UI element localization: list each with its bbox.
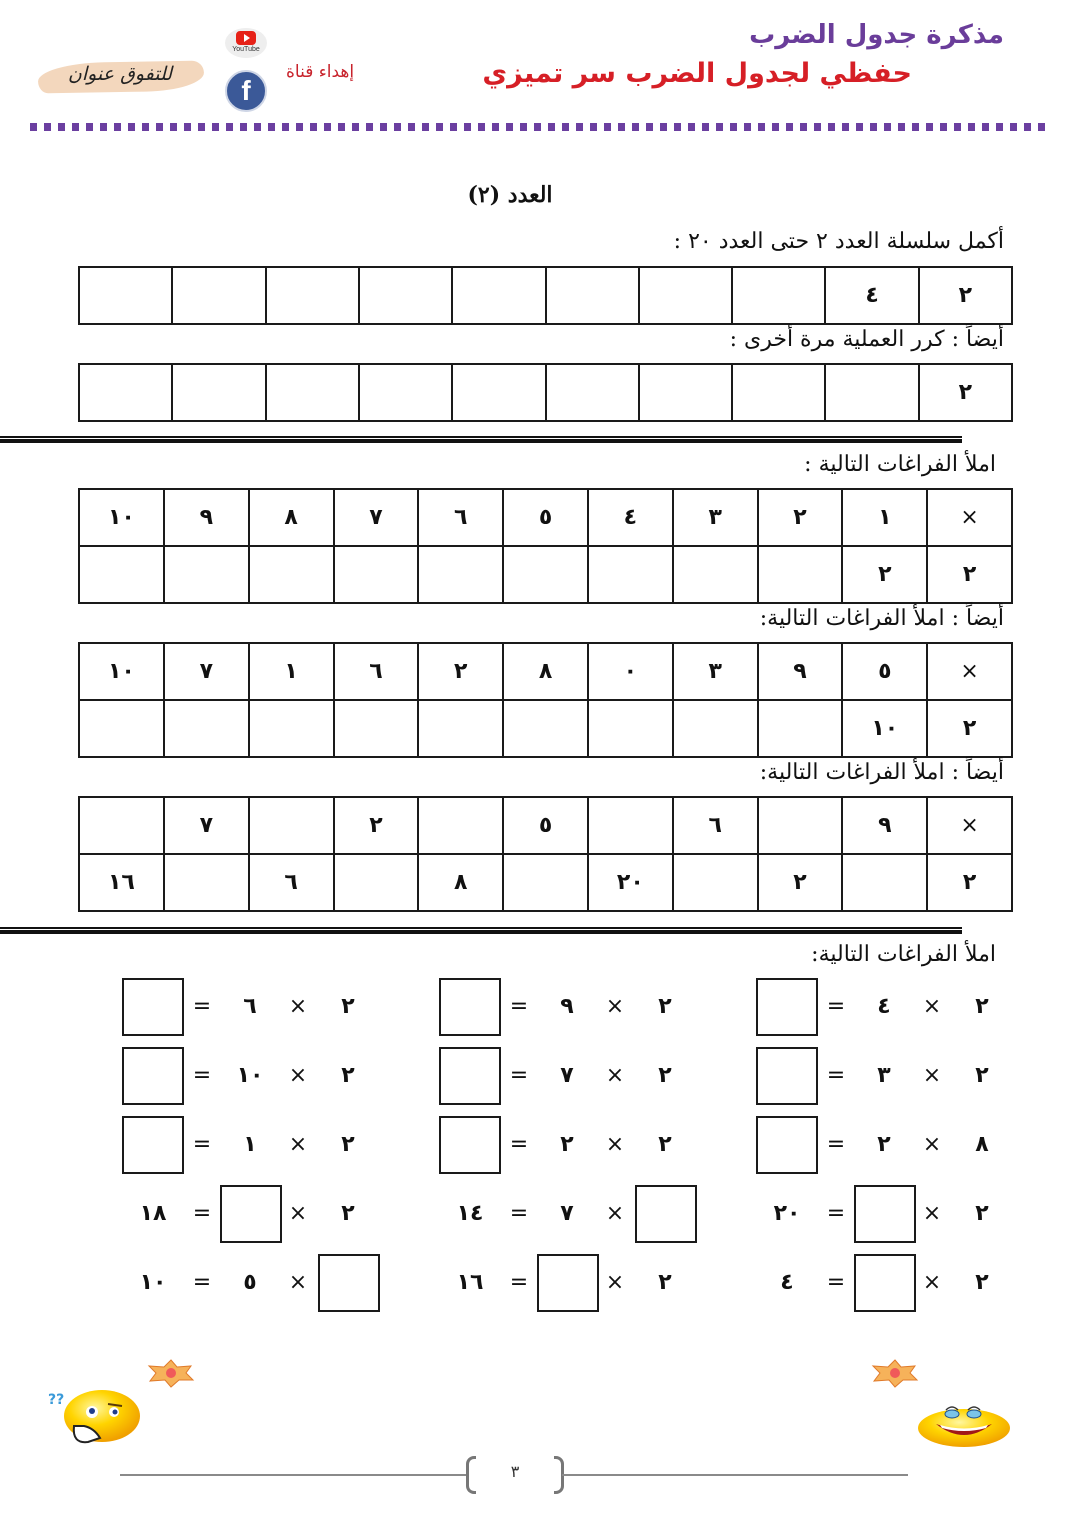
channel-name: للتفوق عنوان — [67, 63, 173, 85]
series-table-2 — [78, 363, 1013, 422]
facebook-icon[interactable]: f — [225, 70, 267, 112]
times-sign: × — [605, 1063, 625, 1088]
answer-box[interactable] — [439, 978, 501, 1036]
factor-cell: ٨ — [249, 489, 334, 546]
equation-column-1 — [752, 978, 1042, 1323]
operand-b: ٧ — [560, 1201, 574, 1226]
factor-cell[interactable] — [249, 797, 334, 854]
result-value: ٤ — [780, 1270, 794, 1295]
equation-row — [118, 1116, 408, 1185]
answer-box[interactable] — [756, 978, 818, 1036]
equation-row — [752, 1185, 1042, 1254]
operand-a: ٢ — [341, 1063, 355, 1088]
flower-icon — [870, 1358, 920, 1388]
factor-cell[interactable] — [79, 797, 164, 854]
equals-sign: = — [826, 1063, 846, 1088]
operand-b: ٢ — [560, 1132, 574, 1157]
answer-box[interactable] — [756, 1116, 818, 1174]
answer-cell[interactable] — [418, 546, 503, 603]
times-sign: × — [605, 1132, 625, 1157]
answer-box[interactable] — [756, 1047, 818, 1105]
thinking-smiley-icon — [44, 1386, 144, 1450]
factor-cell[interactable]: ٧ — [164, 797, 249, 854]
equation-row — [752, 1116, 1042, 1185]
answer-cell[interactable] — [334, 700, 419, 757]
operand-b: ٤ — [877, 994, 891, 1019]
equation-row — [752, 1254, 1042, 1323]
youtube-wordmark: YouTube — [232, 46, 260, 53]
answer-cell[interactable] — [79, 700, 164, 757]
dotted-divider — [30, 123, 1050, 131]
times-sign: × — [922, 994, 942, 1019]
series-cell[interactable]: ٢ — [919, 267, 1012, 324]
answer-box[interactable] — [122, 1116, 184, 1174]
series-instruction-1: أكمل سلسلة العدد ٢ حتى العدد ٢٠ : — [673, 229, 1004, 254]
factor-cell: ٧ — [334, 489, 419, 546]
factor-cell: ٢ — [758, 489, 843, 546]
answer-cell[interactable]: ٢٠ — [588, 854, 673, 911]
multiplier-cell: ٢ — [927, 546, 1012, 603]
factor-cell: ٦ — [334, 643, 419, 700]
operand-a: ٢ — [341, 994, 355, 1019]
answer-box[interactable] — [537, 1254, 599, 1312]
operand-a: ٢ — [658, 1132, 672, 1157]
equation-row — [752, 1047, 1042, 1116]
times-sign: × — [922, 1201, 942, 1226]
times-sign: × — [605, 1201, 625, 1226]
factor-cell: ١٠ — [79, 643, 164, 700]
factor-cell: ١ — [842, 489, 927, 546]
answer-cell[interactable]: ٨ — [418, 854, 503, 911]
play-icon — [244, 34, 250, 42]
factor-cell[interactable] — [758, 797, 843, 854]
section-divider — [0, 927, 962, 934]
answer-cell[interactable] — [418, 700, 503, 757]
footer-bracket-left — [466, 1456, 476, 1494]
factor-cell: ٩ — [758, 643, 843, 700]
factor-cell: ٦ — [418, 489, 503, 546]
factor-cell: ٤ — [588, 489, 673, 546]
flower-icon — [146, 1358, 196, 1388]
worksheet-title: مذكرة جدول الضرب — [749, 20, 1004, 50]
multiplication-table-3 — [78, 796, 1013, 912]
answer-cell[interactable] — [503, 700, 588, 757]
factor-cell: ١ — [249, 643, 334, 700]
answer-cell[interactable] — [673, 700, 758, 757]
footer-line-right — [562, 1474, 908, 1476]
answer-cell[interactable] — [758, 700, 843, 757]
series-cell[interactable] — [639, 267, 732, 324]
footer-line-left — [120, 1474, 468, 1476]
result-value: ١٨ — [139, 1201, 167, 1226]
equation-row — [752, 978, 1042, 1047]
answer-box[interactable] — [439, 1116, 501, 1174]
times-sign: × — [288, 1063, 308, 1088]
operand-a: ٢ — [975, 1063, 989, 1088]
equation-row — [118, 1254, 408, 1323]
operand-b: ٣ — [877, 1063, 891, 1088]
times-symbol: × — [927, 643, 1012, 700]
factor-cell: ٥ — [842, 643, 927, 700]
equation-row — [435, 1185, 725, 1254]
gift-label: إهداء قناة — [286, 62, 355, 82]
answer-box[interactable] — [854, 1254, 916, 1312]
equals-sign: = — [826, 1270, 846, 1295]
operand-a: ٢ — [975, 1201, 989, 1226]
equation-row — [435, 1116, 725, 1185]
answer-cell[interactable] — [334, 546, 419, 603]
operand-a: ٨ — [975, 1132, 989, 1157]
equation-column-2 — [435, 978, 725, 1323]
series-cell[interactable] — [452, 364, 545, 421]
times-sign: × — [288, 994, 308, 1019]
operand-b: ١٠ — [236, 1063, 264, 1088]
equation-row — [118, 978, 408, 1047]
answer-box[interactable] — [318, 1254, 380, 1312]
times-sign: × — [605, 994, 625, 1019]
equals-sign: = — [192, 1201, 212, 1226]
table-2-instruction: أيضاً : املأ الفراغات التالية: — [759, 606, 1004, 631]
answer-cell[interactable] — [673, 546, 758, 603]
factor-cell[interactable]: ٦ — [673, 797, 758, 854]
equals-sign: = — [192, 1132, 212, 1157]
equals-sign: = — [509, 1270, 529, 1295]
answer-cell[interactable] — [334, 854, 419, 911]
section-title: العدد (٢) — [467, 182, 553, 208]
equation-row — [118, 1047, 408, 1116]
operand-a: ٢ — [341, 1132, 355, 1157]
series-cell[interactable] — [732, 267, 825, 324]
operand-b: ٢ — [877, 1132, 891, 1157]
answer-cell[interactable] — [249, 546, 334, 603]
answer-cell[interactable] — [758, 546, 843, 603]
operand-a: ٢ — [658, 994, 672, 1019]
equals-sign: = — [509, 1201, 529, 1226]
answer-cell[interactable]: ٦ — [249, 854, 334, 911]
times-sign: × — [288, 1132, 308, 1157]
answer-cell[interactable] — [249, 700, 334, 757]
equations-instruction: املأ الفراغات التالية: — [811, 942, 996, 967]
answer-cell[interactable] — [588, 546, 673, 603]
equals-sign: = — [509, 1132, 529, 1157]
equals-sign: = — [826, 1132, 846, 1157]
times-sign: × — [288, 1201, 308, 1226]
series-cell[interactable] — [639, 364, 732, 421]
operand-a: ٢ — [975, 1270, 989, 1295]
series-instruction-2: أيضاً : كرر العملية مرة أخرى : — [729, 327, 1004, 352]
series-cell[interactable] — [825, 364, 918, 421]
equals-sign: = — [192, 1270, 212, 1295]
result-value: ١٦ — [456, 1270, 484, 1295]
result-value: ١٤ — [456, 1201, 484, 1226]
answer-cell[interactable] — [79, 546, 164, 603]
answer-cell[interactable]: ٢ — [758, 854, 843, 911]
series-cell[interactable] — [452, 267, 545, 324]
table-1-instruction: املأ الفراغات التالية : — [804, 452, 996, 477]
answer-box[interactable] — [854, 1185, 916, 1243]
section-divider — [0, 436, 962, 443]
operand-b: ٦ — [243, 994, 257, 1019]
equation-row — [435, 1047, 725, 1116]
answer-cell[interactable] — [842, 854, 927, 911]
series-cell[interactable] — [546, 267, 639, 324]
times-sign: × — [288, 1270, 308, 1295]
multiplication-table-1 — [78, 488, 1013, 604]
factor-cell: ٣ — [673, 643, 758, 700]
series-cell[interactable] — [79, 364, 172, 421]
multiplier-cell: ٢ — [927, 854, 1012, 911]
operand-b: ٥ — [243, 1270, 257, 1295]
series-cell[interactable] — [172, 364, 265, 421]
factor-cell: ٢ — [418, 643, 503, 700]
answer-box[interactable] — [220, 1185, 282, 1243]
operand-b: ٧ — [560, 1063, 574, 1088]
factor-cell: ٩ — [164, 489, 249, 546]
series-cell[interactable]: ٤ — [825, 267, 918, 324]
series-cell[interactable] — [79, 267, 172, 324]
answer-cell[interactable] — [164, 546, 249, 603]
answer-cell[interactable]: ١٠ — [842, 700, 927, 757]
table-3-instruction: أيضاً : املأ الفراغات التالية: — [759, 760, 1004, 785]
factor-cell[interactable] — [588, 797, 673, 854]
factor-cell: ٨ — [503, 643, 588, 700]
answer-cell[interactable] — [503, 546, 588, 603]
factor-cell: ٧ — [164, 643, 249, 700]
factor-cell[interactable]: ٥ — [503, 797, 588, 854]
times-sign: × — [922, 1063, 942, 1088]
answer-box[interactable] — [635, 1185, 697, 1243]
operand-a: ٢ — [658, 1063, 672, 1088]
answer-cell[interactable]: ١٦ — [79, 854, 164, 911]
equals-sign: = — [509, 994, 529, 1019]
factor-cell: ٥ — [503, 489, 588, 546]
multiplication-table-2 — [78, 642, 1013, 758]
answer-cell[interactable] — [164, 854, 249, 911]
result-value: ٢٠ — [773, 1201, 801, 1226]
answer-box[interactable] — [122, 978, 184, 1036]
answer-cell[interactable] — [503, 854, 588, 911]
series-cell[interactable] — [546, 364, 639, 421]
series-cell[interactable] — [732, 364, 825, 421]
svg-text:??: ?? — [48, 1392, 65, 1408]
result-value: ١٠ — [139, 1270, 167, 1295]
times-sign: × — [922, 1132, 942, 1157]
series-cell[interactable] — [359, 364, 452, 421]
operand-a: ٢ — [975, 994, 989, 1019]
equation-row — [435, 1254, 725, 1323]
series-cell[interactable] — [266, 364, 359, 421]
equals-sign: = — [192, 1063, 212, 1088]
series-cell[interactable] — [359, 267, 452, 324]
times-sign: × — [605, 1270, 625, 1295]
equals-sign: = — [826, 994, 846, 1019]
answer-cell[interactable] — [164, 700, 249, 757]
times-sign: × — [922, 1270, 942, 1295]
factor-cell: ٠ — [588, 643, 673, 700]
equals-sign: = — [509, 1063, 529, 1088]
equals-sign: = — [192, 994, 212, 1019]
factor-cell[interactable] — [418, 797, 503, 854]
page-number: ٣ — [510, 1462, 520, 1481]
factor-cell[interactable]: ٩ — [842, 797, 927, 854]
equals-sign: = — [826, 1201, 846, 1226]
operand-a: ٢ — [658, 1270, 672, 1295]
series-cell[interactable] — [172, 267, 265, 324]
factor-cell: ٣ — [673, 489, 758, 546]
answer-cell[interactable]: ٢ — [842, 546, 927, 603]
series-cell[interactable]: ٢ — [919, 364, 1012, 421]
laughing-smiley-icon — [916, 1402, 1012, 1448]
answer-cell[interactable] — [588, 700, 673, 757]
times-symbol: × — [927, 797, 1012, 854]
series-cell[interactable] — [266, 267, 359, 324]
times-symbol: × — [927, 489, 1012, 546]
equation-column-3 — [118, 978, 408, 1323]
answer-cell[interactable] — [673, 854, 758, 911]
answer-box[interactable] — [439, 1047, 501, 1105]
factor-cell[interactable]: ٢ — [334, 797, 419, 854]
operand-b: ٩ — [560, 994, 574, 1019]
factor-cell: ١٠ — [79, 489, 164, 546]
equation-row — [118, 1185, 408, 1254]
multiplier-cell: ٢ — [927, 700, 1012, 757]
worksheet-subtitle: حفظي لجدول الضرب سر تميزي — [482, 58, 912, 89]
answer-box[interactable] — [122, 1047, 184, 1105]
operand-b: ١ — [243, 1132, 257, 1157]
operand-a: ٢ — [341, 1201, 355, 1226]
series-table-1 — [78, 266, 1013, 325]
equation-row — [435, 978, 725, 1047]
